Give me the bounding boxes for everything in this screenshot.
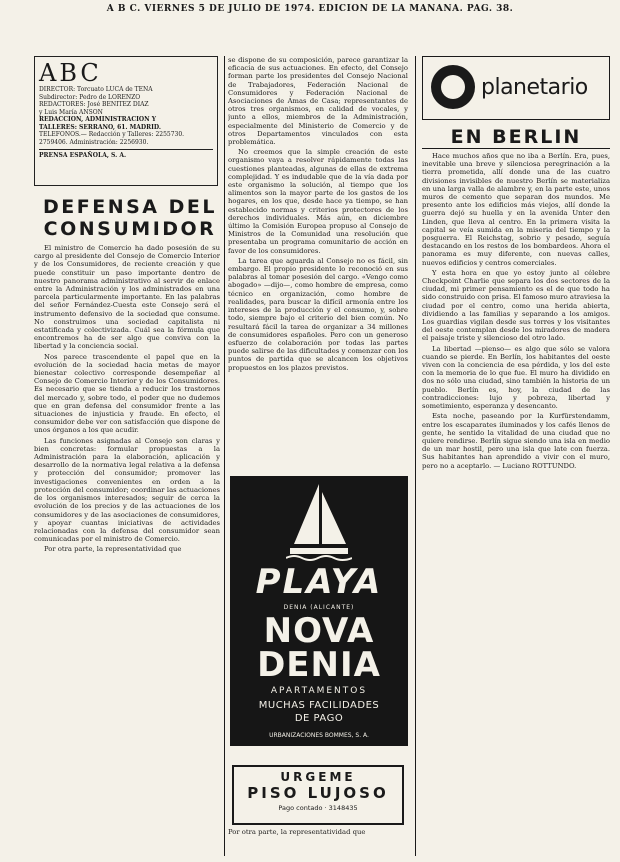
masthead-line: Subdirector: Pedro de LORENZO bbox=[39, 93, 141, 101]
title-divider bbox=[422, 148, 610, 149]
paragraph: Hace muchos años que no iba a Berlín. Era, pues, inevitable una breve y silenciosa peregrinación a la tierra prometida, allí donde una de las cuatro divisiones invisibles de nuestro Berlín se materializa en una larga valla de alambre y, en la parte este, unos muros de cemento que separan dos mundos. Me presento ante los edificios más viejos, allí donde la guerra dejó su huella y en la avenida Unter den Linden, que lleva al centro. En la primera visita la capital se veía sumida en la miseria del tiempo y la posguerra. El Reichstag, sobrio y pesado, seguía destacando en los restos de los bombardeos. Ahora el panorama es muy diferente, con nuevas calles, nuevos edificios y centros comerciales. bbox=[422, 152, 610, 267]
planet-icon bbox=[431, 65, 475, 109]
paragraph: No creemos que la simple creación de este organismo vaya a resolver rápidamente todas las cuestiones planteadas, algunas de ellas de extrema complejidad. Y es indudable que de la vía dada por este organismo la solución, al tiempo que los alimentos son la mayor parte de los gastos de los hogares, en los que, desde hace ya tiempo, se han establecido normas y criterios protectores de los derechos individuales. Más aún, en diciembre último la Comisión Europea propuso al Consejo de Ministros de la Comunidad una resolución que presentaba un programa comunitario de acción en favor de los consumidores. bbox=[228, 148, 408, 255]
classified-line2: PISO LUJOSO bbox=[247, 784, 389, 802]
paragraph: Nos parece trascendente el papel que en la evolución de la sociedad hacia metas de mayor bienestar colectivo corresponde desempeñar al Consejo de Comercio Interior y de los Consumidores. Es necesario que se tienda a reducir los trastornos del mercado y, sobre todo, el poder que no dudemos que en gran defensa del consumidor frente a las situaciones de injusticia y fraude. En efecto, el consumidor debe ver con satisfacción que dispone de unos órganos a los que acudir. bbox=[34, 352, 220, 435]
ad-offer bbox=[230, 699, 408, 725]
masthead-line: y Luis María ANSON bbox=[39, 108, 103, 116]
masthead-footer: PRENSA ESPAÑOLA, S. A. bbox=[39, 149, 213, 160]
planetario-title: planetario bbox=[481, 75, 588, 100]
abc-logo: ABC bbox=[39, 59, 102, 87]
classified-ad bbox=[232, 765, 404, 825]
ad-brand-line1: NOVA bbox=[263, 611, 375, 651]
ad-location: DENIA (ALICANTE) bbox=[283, 604, 355, 611]
article-body-defensa bbox=[34, 244, 220, 854]
abc-masthead-box bbox=[34, 56, 218, 186]
ad-apartments: APARTAMENTOS bbox=[270, 686, 368, 696]
ad-offer-line1: MUCHAS FACILIDADES bbox=[258, 700, 380, 711]
paragraph: Las funciones asignadas al Consejo son claras y bien concretas: formular propuestas a la Administración para la elaboración, aplicación y desarrollo de la normativa legal relativa a la defensa y protección del consumidor; promover las investigaciones convenientes en orden a la protección del consumidor; coordinar las actuaciones de los organismos interesados; seguir de cerca la evolución de los precios y de las actuaciones de los consumidores y de las asociaciones de consumidores, y apoyar cuantas iniciativas de actividades relacionadas con la defensa del consumidor sean comunicadas por el ministro de Comercio. bbox=[34, 436, 220, 544]
page-header: A B C. VIERNES 5 DE JULIO DE 1974. EDICION DE LA MAÑANA. PAG. 38. bbox=[106, 4, 514, 14]
paragraph: La libertad —pienso— es algo que sólo se valora cuando se pierde. En Berlín, los habitantes del oeste viven con la conciencia de esa pérdida, y los del este con la memoria de lo que fue. El muro ha dividido en dos no sólo una ciudad, sino también la historia de un pueblo. Berlín es, hoy, la ciudad de las contradicciones: lujo y pobreza, libertad y sometimiento, esperanza y desencanto. bbox=[422, 344, 610, 411]
planetario-box bbox=[422, 56, 610, 120]
sailboat-icon bbox=[286, 482, 352, 562]
masthead-line: REDACCION, ADMINISTRACION Y bbox=[39, 116, 156, 123]
nova-denia-advertisement bbox=[230, 476, 408, 746]
article-title-defensa: DEFENSA DEL CONSUMIDOR bbox=[43, 196, 217, 240]
masthead-line: TELEFONOS.— Redacción y Talleres: 2255730. bbox=[39, 131, 185, 138]
paragraph: Y esta hora en que yo estoy junto al célebre Checkpoint Charlie que separa los dos sectores de la ciudad, mi primer pensamiento es el de que todo ha sido construido con prisa. El famoso muro atraviesa la ciudad por el centro, como una herida abierta, dividiendo a las familias y separando a los amigos. Los guardias vigilan desde sus torres y los visitantes del oeste contemplan desde los miradores de madera el paisaje triste y silencioso del otro lado. bbox=[422, 268, 610, 343]
masthead-line: DIRECTOR: Torcuato LUCA de TENA bbox=[39, 86, 153, 93]
masthead-line: REDACTORES: José BENITEZ DIAZ bbox=[39, 101, 149, 108]
column-rule-left bbox=[224, 56, 225, 856]
masthead-line: TALLERES: SERRANO, 61. MADRID. bbox=[39, 123, 161, 131]
article-title-berlin: EN BERLIN bbox=[450, 126, 582, 148]
masthead-line: 2759406. Administración: 2256930. bbox=[39, 138, 149, 146]
ad-brand-line2: DENIA bbox=[257, 645, 381, 685]
ad-brand bbox=[230, 611, 408, 685]
paragraph: La tarea que aguarda al Consejo no es fácil, sin embargo. El propio presidente lo reconoció en sus palabras al tomar posesión del cargo. «Vengo como abogado» —dijo—, como hombre de empresa, como técnico en organización, como hombre de realidades, para buscar la difícil armonía entre los intereses de la producción y el consumo, y, sobre todo, siempre bajo el criterio del bien común. No resultará fácil la tarea de organizar a 34 millones de consumidores españoles. Pero con un generoso esfuerzo de colaboración por todas las partes puede salirse de las dificultades y comenzar con los puntos de partida que se alcancen los objetivos propuestos en los plazos previstos. bbox=[228, 256, 408, 372]
paragraph: Esta noche, paseando por la Kurfürstendamm, entre los escaparates iluminados y los cafés llenos de gente, he sentido la vitalidad de una ciudad que no quiere rendirse. Berlín sigue siendo una isla en medio de un mar hostil, pero una isla que late con fuerza. Sus habitantes han aprendido a vivir con el muro, pero no a aceptarlo. — Luciano ROTTUNDO. bbox=[422, 412, 610, 470]
paragraph: se dispone de su composición, parece garantizar la eficacia de sus actuaciones. En efecto, del Consejo forman parte los presidentes del Consejo Nacional de Trabajadores, Federación Nacional de Consumidores y Federación Nacional de Asociaciones de Amas de Casa; representantes de otros tres organismos, en calidad de vocales, y junto a ellos, miembros de la Administración, especialmente del Ministerio de Comercio y de otros Departamentos vinculados con esta problemática. bbox=[228, 56, 408, 147]
article-body-berlin bbox=[422, 152, 610, 852]
ad-builder: URBANIZACIONES BOMMES, S. A. bbox=[269, 732, 369, 739]
middle-column-end: Por otra parte, la representatividad que bbox=[228, 828, 366, 836]
column-rule-right bbox=[415, 56, 416, 856]
paragraph: El ministro de Comercio ha dado posesión de su cargo al presidente del Consejo de Comercio Interior y de los Consumidores, de reciente creación y que puede constituir un paso importante dentro de nuestro panorama administrativo al servir de enlace entre la Administración y los administrados en una parcela particularmente importante. En las palabras del señor Fernández-Cuesta este Consejo será el instrumento defensivo de la sociedad que consume. No construimos una sociedad capitalista ni estatificada y colectivizada. Cuál sea la fórmula que encontremos ha de ser algo que conviva con la libertad y la conciencia social. bbox=[34, 244, 220, 351]
classified-line3: Pago contado · 3148435 bbox=[278, 804, 358, 812]
ad-offer-line2: DE PAGO bbox=[294, 713, 344, 724]
classified-line1: URGEME bbox=[280, 770, 356, 784]
paragraph: Por otra parte, la representatividad que bbox=[44, 545, 182, 554]
article-body-middle bbox=[228, 56, 408, 472]
ad-playa: PLAYA bbox=[255, 562, 383, 602]
